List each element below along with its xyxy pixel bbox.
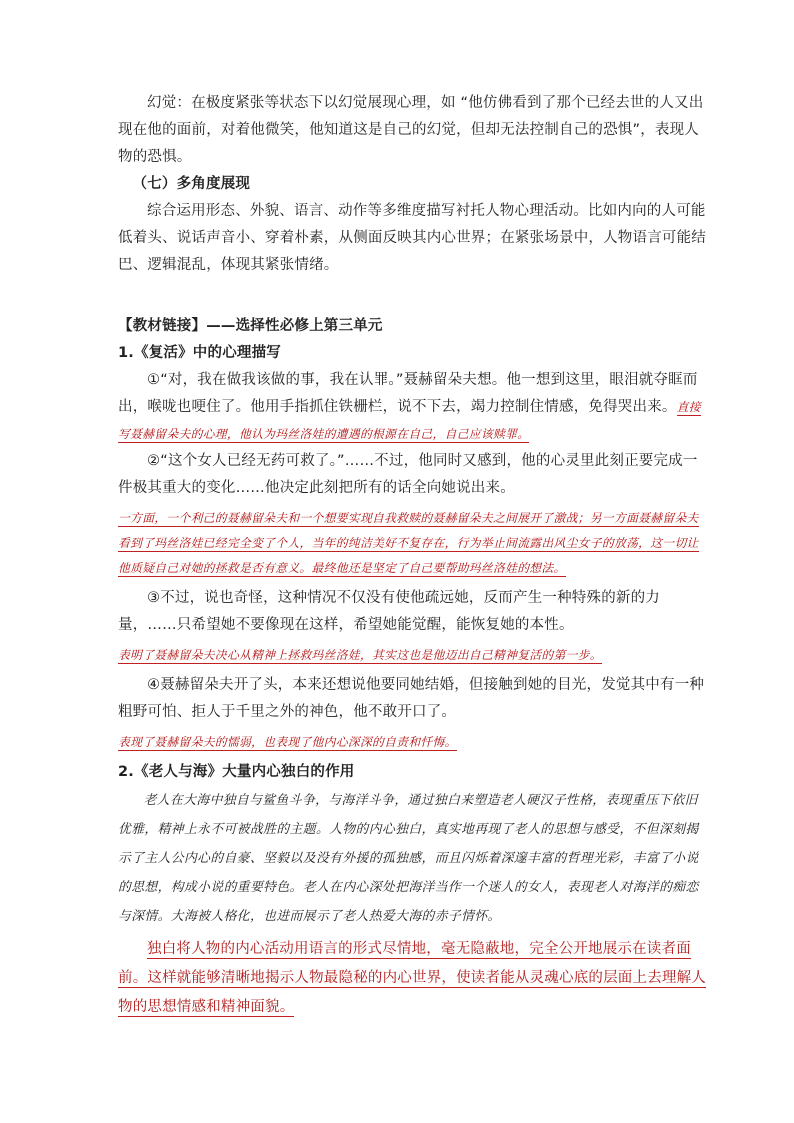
multi-angle-paragraph: 综合运用形态、外貌、语言、动作等多维度描写衬托人物心理活动。比如内向的人可能低着头、说话声音小、穿着朴素，从侧面反映其内心世界；在紧张场景中，人物语言可能结巴、逻辑混乱，体现其紧张情绪。 bbox=[118, 203, 706, 273]
multi-angle-heading: （七）多角度展现 bbox=[132, 176, 251, 192]
old-man-sample-paragraph: 老人在大海中独自与鲨鱼斗争，与海洋斗争，通过独白来塑造老人硬汉子性格，表现重压下依旧优雅，精神上永不可被战胜的主题。人物的内心独白，真实地再现了老人的思想与感受，不但深刻揭示了主人公内心的自豪、坚毅以及没有外援的孤独感，而且闪烁着深邃丰富的哲理光彩，丰富了小说的思想，构成小说的重要特色。老人在内心深处把海洋当作一个迷人的女人，表现老人对海洋的痴恋与深情。大海被人格化，也进而展示了老人热爱大海的赤子情怀。 bbox=[118, 793, 699, 924]
resurrection-item-1 bbox=[118, 367, 708, 448]
resurrection-item-3-note: 表明了聂赫留朵夫决心从精神上拯救玛丝洛娃，其实这也是他迈出自己精神复活的第一步。 bbox=[118, 648, 602, 662]
resurrection-heading: 1.《复活》中的心理描写 bbox=[118, 345, 281, 361]
resurrection-item-1-note: 直接写聂赫留朵夫的心理，他认为玛丝洛娃的遭遇的根源在自己，自己应该赎罪。 bbox=[118, 400, 701, 441]
resurrection-item-2-note: 一方面，一个利己的聂赫留朵夫和一个想要实现自我救赎的聂赫留朵夫之间展开了激战；另一方面聂赫留朵夫看到了玛丝洛娃已经完全变了个人，当年的纯洁美好不复存在，行为举止间流露出风尘女子的放荡，这一切让他质疑自己对她的拯救是否有意义。最终他还是坚定了自己要帮助玛丝洛娃的想法。 bbox=[118, 511, 699, 575]
old-man-conclusion: 独白将人物的内心活动用语言的形式尽情地，毫无隐蔽地，完全公开地展示在读者面前。这样就能够清晰地揭示人物最隐秘的内心世界，使读者能从灵魂心底的层面上去理解人物的思想情感和精神面貌。 bbox=[118, 941, 706, 1015]
textbook-link-heading: 【教材链接】——选择性必修上第三单元 bbox=[118, 318, 383, 334]
resurrection-item-3: ③不过，说也奇怪，这种情况不仅没有使他疏远她，反而产生一种特殊的新的力量，……只希望她不要像现在这样，希望她能觉醒，能恢复她的本性。 bbox=[118, 590, 660, 633]
resurrection-item-4-note: 表现了聂赫留朵夫的懦弱，也表现了他内心深深的自责和忏悔。 bbox=[118, 735, 457, 749]
resurrection-item-2: ②“这个女人已经无药可救了。”……不过，他同时又感到，他的心灵里此刻正要完成一件极其重大的变化……他决定此刻把所有的话全向她说出来。 bbox=[118, 453, 698, 496]
hallucination-paragraph: 幻觉：在极度紧张等状态下以幻觉展现心理，如 “他仿佛看到了那个已经去世的人又出现在他的面前，对着他微笑，他知道这是自己的幻觉，但却无法控制自己的恐惧”，表现人物的恐惧。 bbox=[118, 95, 704, 165]
resurrection-item-4: ④聂赫留朵夫开了头，本来还想说他要同她结婚，但接触到她的目光，发觉其中有一种粗野可怕、拒人于千里之外的神色，他不敢开口了。 bbox=[118, 677, 705, 720]
old-man-heading: 2.《老人与海》大量内心独白的作用 bbox=[118, 764, 355, 780]
document-page bbox=[118, 90, 708, 1022]
resurrection-item-1-text: ①“对，我在做我该做的事，我在认罪。”聂赫留朵夫想。他一想到这里，眼泪就夺眶而出，喉咙也哽住了。他用手指抓住铁栅栏，说不下去，竭力控制住情感，免得哭出来。 bbox=[118, 372, 698, 415]
